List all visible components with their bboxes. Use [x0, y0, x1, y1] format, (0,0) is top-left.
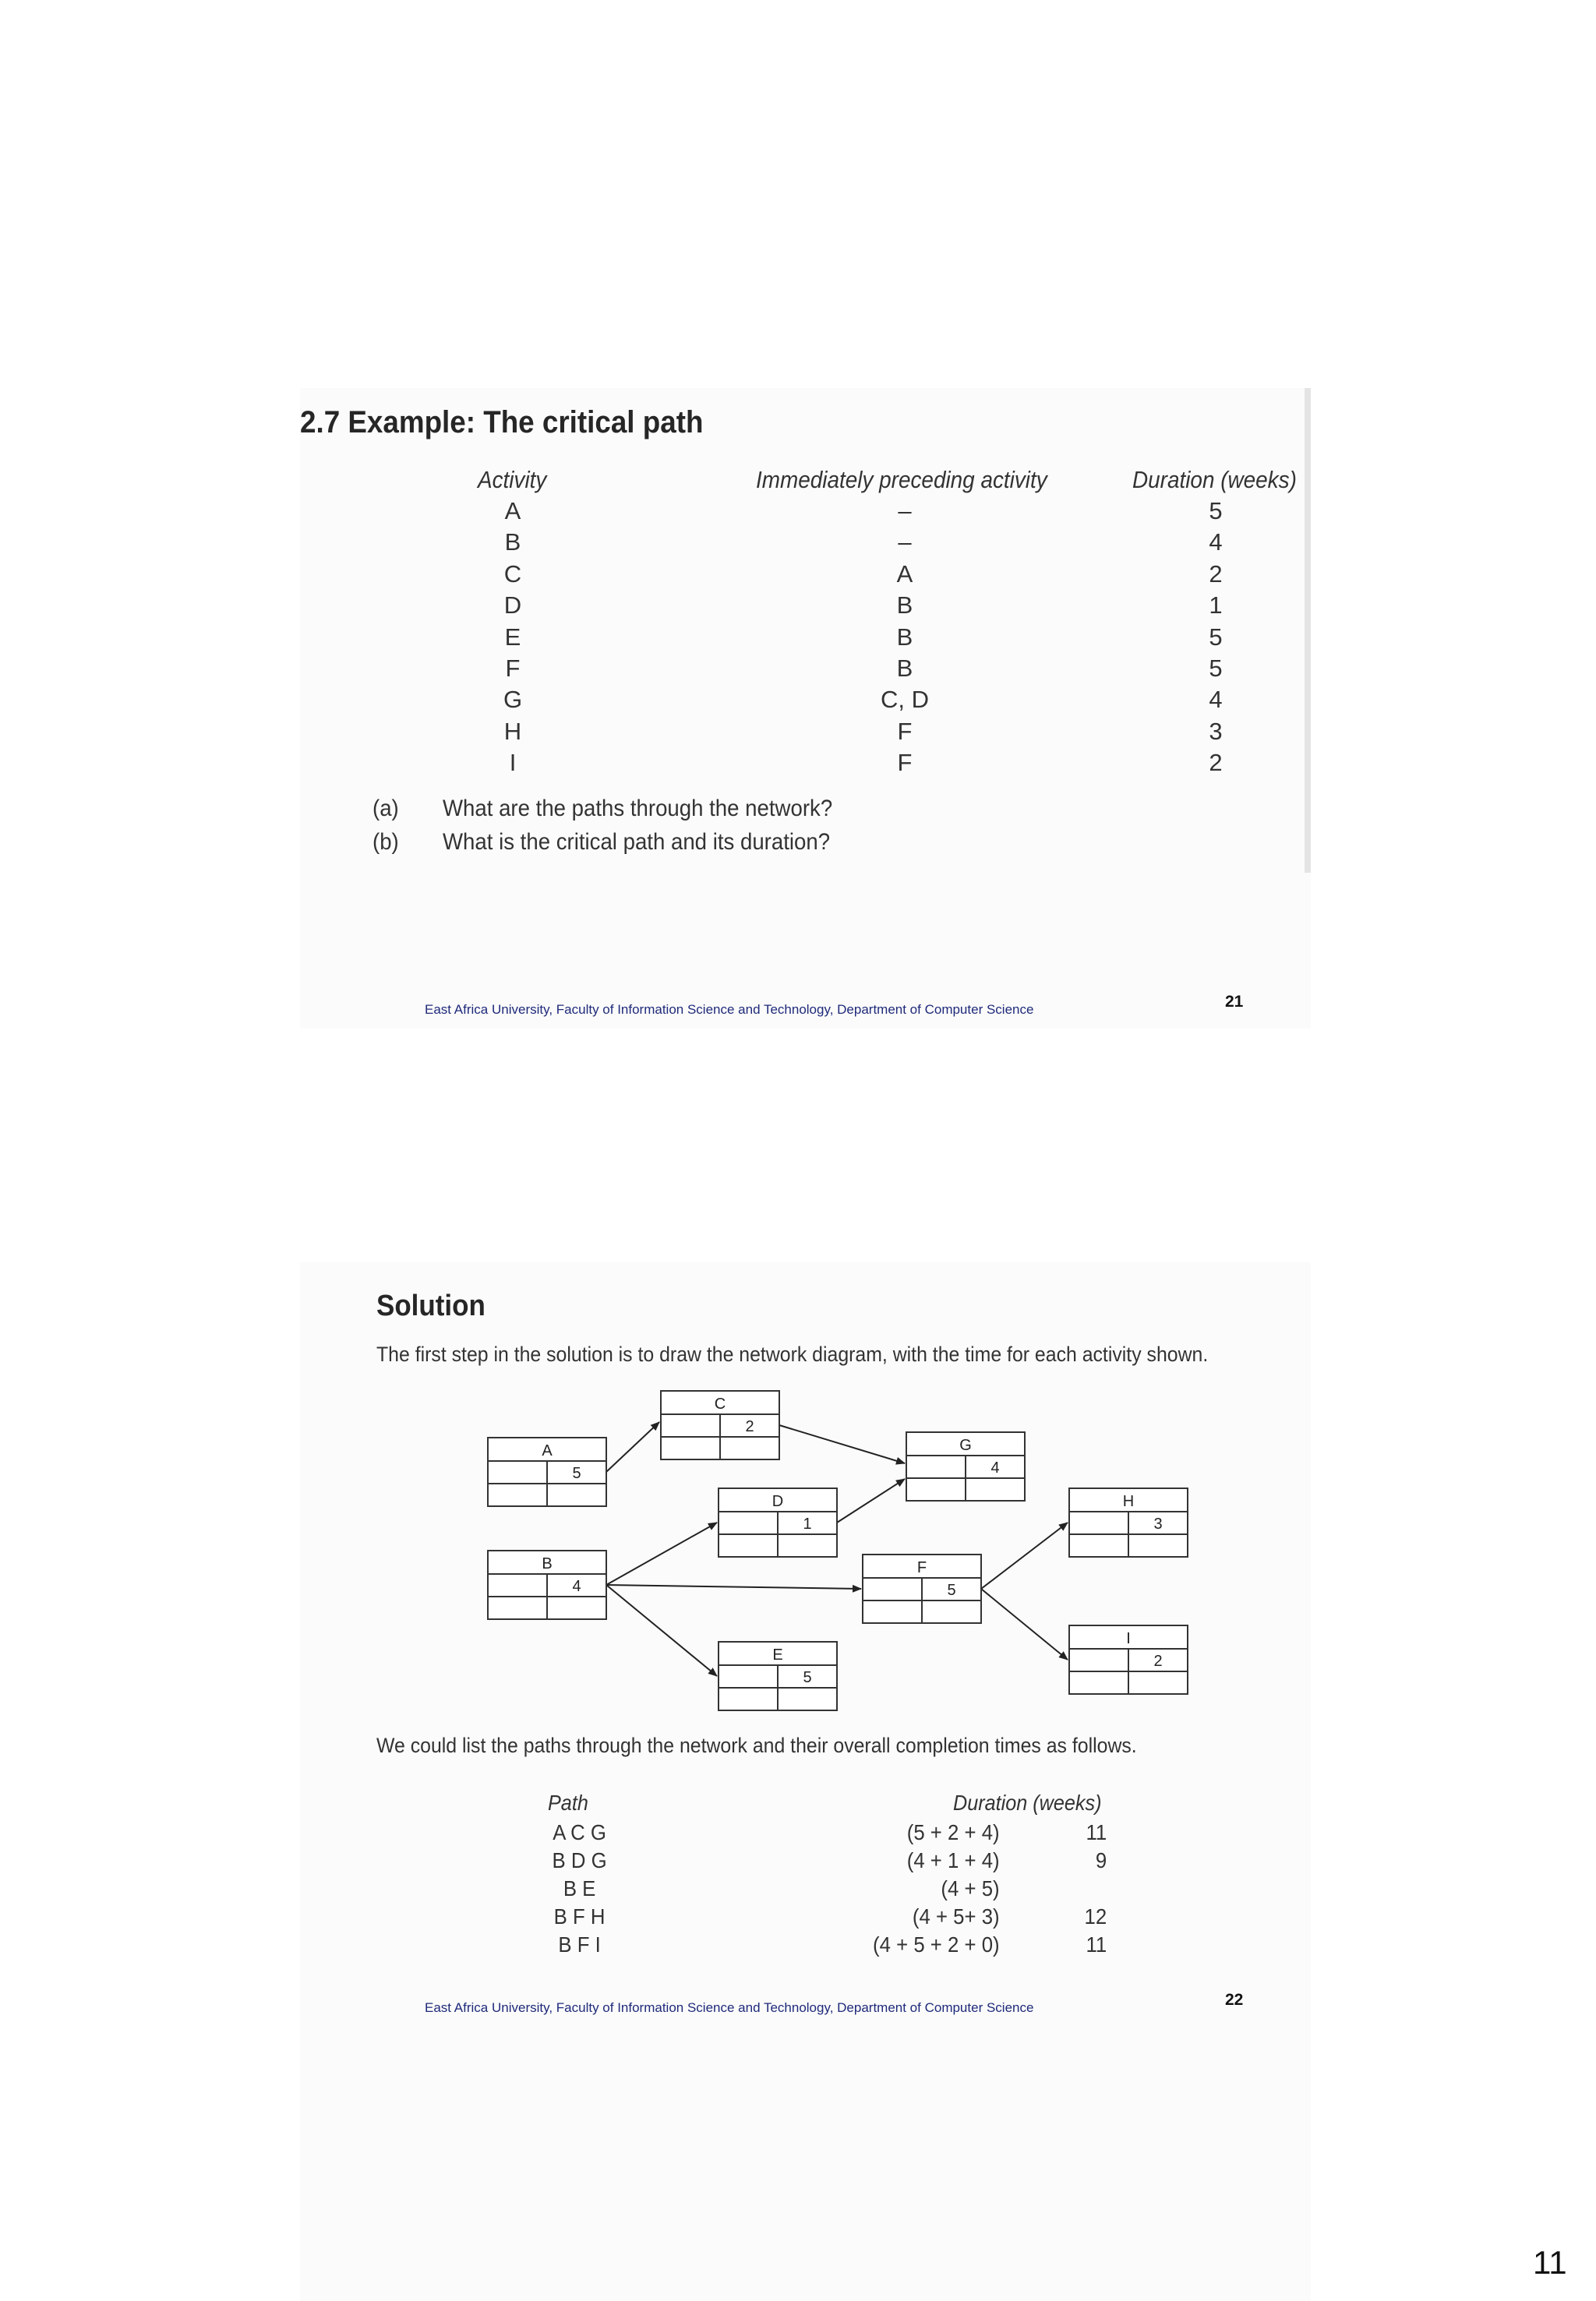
activity-cell: B	[504, 528, 521, 556]
slide-footer: East Africa University, Faculty of Information Science and Technology, Department of Computer Science	[425, 2000, 1034, 2015]
total-cell: 11	[1086, 1932, 1107, 1957]
node-label: B	[542, 1555, 553, 1572]
question-b-label: (b)	[373, 829, 399, 855]
question-a-label: (a)	[373, 796, 399, 821]
activity-cell: G	[503, 686, 523, 713]
node-duration: 4	[572, 1578, 581, 1595]
activity-cell: I	[509, 749, 517, 776]
duration-cell: 2	[1209, 749, 1223, 776]
network-node-b	[488, 1551, 606, 1619]
solution-intro: The first step in the solution is to draw the network diagram, with the time for each activity shown.	[376, 1343, 1209, 1366]
edge-b-f	[606, 1585, 861, 1589]
preceding-cell: B	[896, 655, 913, 682]
calc-cell: (4 + 5 + 2 + 0)	[873, 1932, 1000, 1957]
preceding-cell: C, D	[881, 686, 929, 713]
path-cell: A C G	[553, 1820, 606, 1844]
node-label: C	[714, 1396, 726, 1413]
node-label: E	[772, 1646, 783, 1664]
calc-cell: (5 + 2 + 4)	[906, 1820, 1000, 1844]
activity-cell: F	[505, 655, 521, 682]
node-duration: 3	[1153, 1516, 1163, 1533]
preceding-cell: B	[896, 591, 913, 619]
duration-column-header: Duration (weeks)	[1132, 466, 1297, 493]
path-column-header: Path	[548, 1791, 588, 1815]
duration-cell: 5	[1209, 655, 1223, 682]
duration-cell: 3	[1209, 718, 1223, 745]
activity-column-header: Activity	[478, 466, 547, 493]
edge-c-g	[779, 1425, 905, 1463]
duration-cell: 5	[1209, 623, 1223, 651]
node-label: H	[1122, 1493, 1135, 1510]
calc-cell: (4 + 1 + 4)	[906, 1848, 1000, 1872]
duration-cell: 1	[1209, 591, 1223, 619]
paths-intro: We could list the paths through the network and their overall completion times as follows.	[376, 1734, 1137, 1757]
preceding-column-header: Immediately preceding activity	[756, 466, 1047, 493]
calc-cell: (4 + 5+ 3)	[912, 1904, 1000, 1929]
edge-a-c	[606, 1422, 659, 1472]
slide-edge-shadow	[1305, 388, 1311, 873]
activity-cell: D	[503, 591, 522, 619]
network-node-a	[488, 1438, 606, 1506]
question-b-text: What is the critical path and its duration?	[443, 829, 831, 855]
node-label: I	[1126, 1630, 1131, 1647]
path-cell: B D G	[552, 1848, 607, 1872]
network-diagram	[300, 1262, 1311, 1745]
slide-page-number: 22	[1225, 1991, 1244, 2009]
slide-title: 2.7 Example: The critical path	[300, 405, 704, 439]
network-node-i	[1069, 1625, 1188, 1694]
edge-f-h	[981, 1523, 1068, 1589]
network-node-d	[719, 1488, 837, 1557]
network-node-f	[863, 1555, 981, 1623]
activity-cell: A	[504, 497, 521, 524]
duration-cell: 4	[1209, 686, 1223, 713]
preceding-cell: A	[896, 560, 913, 588]
node-duration: 2	[1153, 1653, 1163, 1670]
network-node-c	[661, 1391, 779, 1459]
network-node-g	[906, 1432, 1025, 1501]
slide-22	[300, 1262, 1311, 2301]
node-duration: 2	[745, 1418, 754, 1435]
edge-f-i	[981, 1589, 1068, 1660]
node-duration: 5	[947, 1582, 956, 1599]
node-duration: 5	[572, 1465, 581, 1482]
edge-b-e	[606, 1585, 717, 1676]
slide-21	[300, 388, 1311, 1029]
path-duration-header: Duration (weeks)	[953, 1791, 1102, 1815]
preceding-cell: B	[896, 623, 913, 651]
sheet-page-number: 11	[1533, 2244, 1567, 2281]
question-a-text: What are the paths through the network?	[443, 796, 833, 821]
network-node-e	[719, 1642, 837, 1710]
duration-cell: 2	[1209, 560, 1223, 588]
node-label: A	[542, 1442, 553, 1459]
edge-b-d	[606, 1523, 717, 1585]
slide-title: Solution	[376, 1290, 486, 1322]
activity-cell: E	[504, 623, 521, 651]
node-label: G	[959, 1437, 972, 1454]
total-cell: 12	[1084, 1904, 1107, 1929]
preceding-cell: F	[897, 718, 913, 745]
preceding-cell: F	[897, 749, 913, 776]
node-duration: 4	[990, 1459, 1000, 1477]
path-cell: B F I	[558, 1932, 601, 1957]
activity-cell: H	[503, 718, 522, 745]
slide-footer: East Africa University, Faculty of Information Science and Technology, Department of Computer Science	[425, 1002, 1034, 1017]
node-duration: 5	[803, 1669, 812, 1686]
path-cell: B E	[563, 1876, 596, 1900]
preceding-cell: –	[898, 497, 912, 524]
total-cell: 9	[1095, 1848, 1107, 1872]
node-label: D	[772, 1493, 784, 1510]
network-node-h	[1069, 1488, 1188, 1557]
duration-cell: 4	[1209, 528, 1223, 556]
node-duration: 1	[803, 1516, 812, 1533]
duration-cell: 5	[1209, 497, 1223, 524]
path-cell: B F H	[553, 1904, 606, 1929]
total-cell: 11	[1086, 1820, 1107, 1844]
activity-cell: C	[503, 560, 522, 588]
edge-d-g	[837, 1479, 905, 1523]
calc-cell: (4 + 5)	[941, 1876, 1000, 1900]
slide-page-number: 21	[1225, 993, 1244, 1011]
node-label: F	[916, 1559, 927, 1576]
preceding-cell: –	[898, 528, 912, 556]
